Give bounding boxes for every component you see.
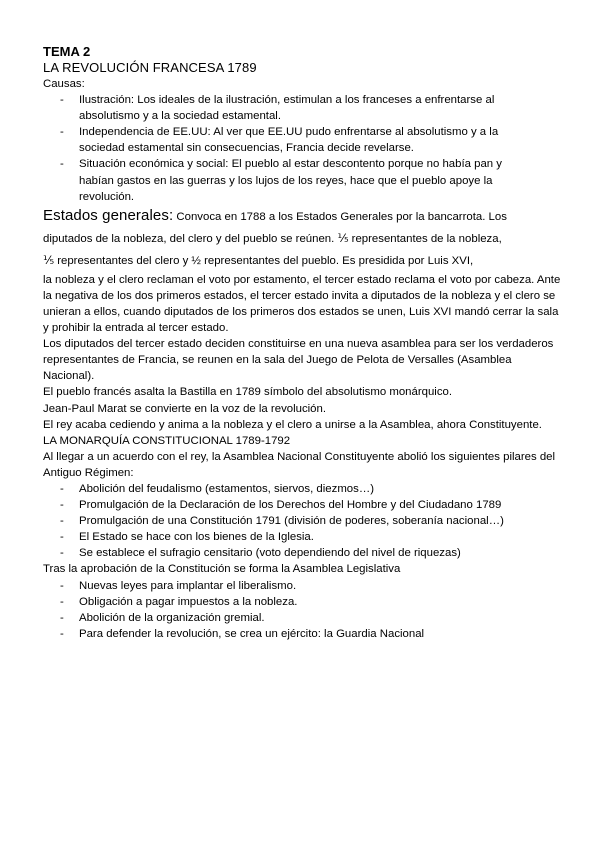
list-item xyxy=(43,156,531,204)
dash-bullet: - xyxy=(60,611,64,624)
list-item xyxy=(43,545,563,561)
list-item-text: Se establece el sufragio censitario (voto dependiendo del nivel de riquezas) xyxy=(79,547,461,560)
dash-bullet: - xyxy=(60,627,64,640)
document-subtitle: LA REVOLUCIÓN FRANCESA 1789 xyxy=(43,60,257,75)
list-item-text: Abolición de la organización gremial. xyxy=(79,611,265,624)
causas-label: Causas: xyxy=(43,78,85,90)
list-item xyxy=(43,610,563,626)
dash-bullet: - xyxy=(60,595,64,608)
list-item-text: Nuevas leyes para implantar el liberalismo. xyxy=(79,579,297,592)
dash-bullet: - xyxy=(60,126,64,139)
document-title: TEMA 2 xyxy=(43,44,91,59)
list-item-text: Obligación a pagar impuestos a la nobleza. xyxy=(79,595,298,608)
dash-bullet: - xyxy=(60,482,64,495)
dash-bullet: - xyxy=(60,579,64,592)
legislativa-list xyxy=(43,578,563,642)
causas-list xyxy=(43,92,563,205)
paragraph: la nobleza y el clero reclaman el voto por estamento, el tercer estado reclama el voto por cabeza. Ante la negativa de los dos primeros estados, el tercer estado invita a diputados de la nobleza y el clero se unieran a ellos, cuando diputados de los primeros dos estados se unen, Luis XVI mandó cerrar la sala y prohibir la entrada al tercer estado. xyxy=(43,273,561,335)
list-item-text: Abolición del feudalismo (estamentos, siervos, diezmos…) xyxy=(79,482,375,495)
list-item-text: Independencia de EE.UU: Al ver que EE.UU pudo enfrentarse al absolutismo y a la sociedad estamental sin consecuencias, Francia decide revelarse. xyxy=(79,126,499,155)
paragraph: Tras la aprobación de la Constitución se forma la Asamblea Legislativa xyxy=(43,563,401,576)
list-item xyxy=(43,124,531,156)
list-item-text: Promulgación de una Constitución 1791 (división de poderes, soberanía nacional…) xyxy=(79,515,504,528)
list-item-text: El Estado se hace con los bienes de la Iglesia. xyxy=(79,531,314,544)
list-item xyxy=(43,626,563,642)
paragraph: El pueblo francés asalta la Bastilla en 1789 símbolo del absolutismo monárquico. xyxy=(43,386,453,399)
list-item xyxy=(43,497,563,513)
list-item xyxy=(43,594,563,610)
list-item-text: Para defender la revolución, se crea un ejército: la Guardia Nacional xyxy=(79,627,425,640)
estados-generales-line xyxy=(43,205,563,228)
estados-text-3: ⅕ representantes del clero y ½ representantes del pueblo. Es presidida por Luis XVI, xyxy=(43,254,474,267)
dash-bullet: - xyxy=(60,547,64,560)
list-item xyxy=(43,481,563,497)
pilares-list xyxy=(43,481,563,561)
estados-text-2: diputados de la nobleza, del clero y del pueblo se reúnen. ⅕ representantes de la nobleza, xyxy=(43,232,502,245)
list-item xyxy=(43,529,563,545)
list-item xyxy=(43,513,563,529)
dash-bullet: - xyxy=(60,531,64,544)
paragraph: Los diputados del tercer estado deciden constituirse en una nueva asamblea para ser los verdaderos representantes de Francia, se reunen en la sala del Juego de Pelota de Versalles (Asamblea Nacional). xyxy=(43,338,554,383)
list-item xyxy=(43,578,563,594)
dash-bullet: - xyxy=(60,158,64,171)
estados-text-1: Convoca en 1788 a los Estados Generales por la bancarrota. Los xyxy=(176,210,507,223)
document-page xyxy=(43,44,563,642)
dash-bullet: - xyxy=(60,499,64,512)
estados-generales-heading: Estados generales: xyxy=(43,206,174,224)
paragraph: El rey acaba cediendo y anima a la nobleza y el clero a unirse a la Asamblea, ahora Constituyente. xyxy=(43,418,542,431)
dash-bullet: - xyxy=(60,515,64,528)
section-heading: LA MONARQUÍA CONSTITUCIONAL 1789-1792 xyxy=(43,434,291,447)
list-item-text: Promulgación de la Declaración de los Derechos del Hombre y del Ciudadano 1789 xyxy=(79,499,502,512)
paragraph: Al llegar a un acuerdo con el rey, la Asamblea Nacional Constituyente abolió los siguientes pilares del Antiguo Régimen: xyxy=(43,450,556,479)
dash-bullet: - xyxy=(60,94,64,107)
list-item-text: Situación económica y social: El pueblo al estar descontento porque no había pan y habían gastos en las guerras y los lujos de los reyes, hace que el pueblo apoye la revolución. xyxy=(79,158,502,203)
list-item-text: Ilustración: Los ideales de la ilustración, estimulan a los franceses a enfrentarse al absolutismo y a la sociedad estamental. xyxy=(79,94,495,123)
paragraph: Jean-Paul Marat se convierte en la voz de la revolución. xyxy=(43,402,327,415)
list-item xyxy=(43,92,531,124)
